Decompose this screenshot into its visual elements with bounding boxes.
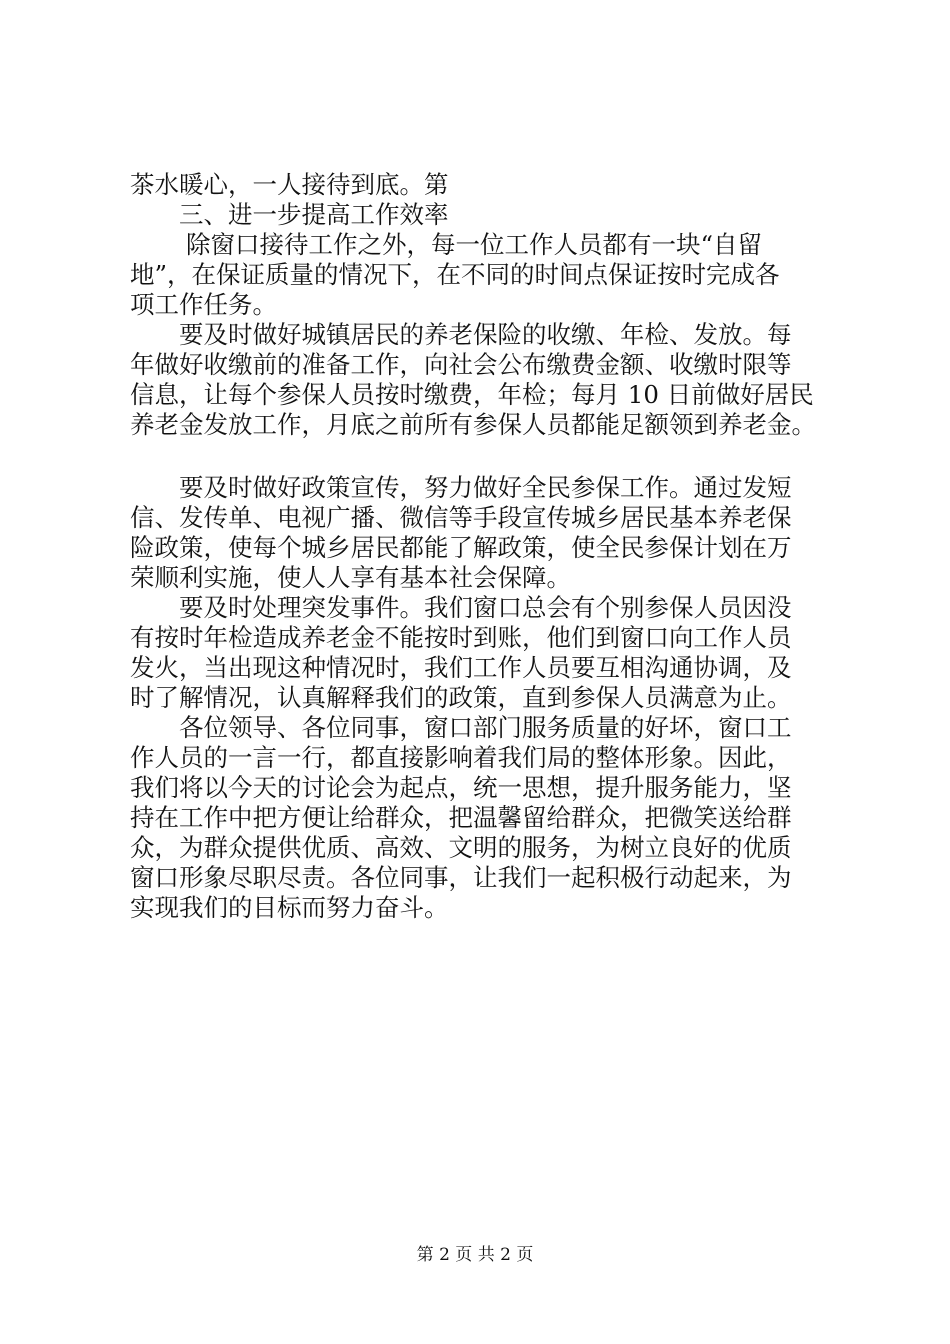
- text-line: 实现我们的目标而努力奋斗。: [130, 893, 449, 922]
- text-line: 年做好收缴前的准备工作，向社会公布缴费金额、收缴时限等: [130, 350, 792, 379]
- text-line: 各位领导、各位同事，窗口部门服务质量的好坏，窗口工: [179, 713, 792, 742]
- text-line: 窗口形象尽职尽责。各位同事，让我们一起积极行动起来，为: [130, 863, 792, 892]
- text-line: 要及时做好政策宣传，努力做好全民参保工作。通过发短: [179, 473, 792, 502]
- text-line: 险政策，使每个城乡居民都能了解政策，使全民参保计划在万: [130, 533, 792, 562]
- text-line: 要及时处理突发事件。我们窗口总会有个别参保人员因没: [179, 593, 792, 622]
- text-line: 地”，在保证质量的情况下，在不同的时间点保证按时完成各: [130, 260, 780, 289]
- text-line: 作人员的一言一行，都直接影响着我们局的整体形象。因此，: [130, 743, 792, 772]
- text-line: 荣顺利实施，使人人享有基本社会保障。: [130, 563, 571, 592]
- text-line: 茶水暖心，一人接待到底。第: [130, 170, 449, 199]
- text-line: 信息，让每个参保人员按时缴费，年检；每月 10 日前做好居民: [130, 380, 814, 409]
- text-line: 信、发传单、电视广播、微信等手段宣传城乡居民基本养老保: [130, 503, 792, 532]
- text-line: 要及时做好城镇居民的养老保险的收缴、年检、发放。每: [179, 320, 792, 349]
- text-line: 我们将以今天的讨论会为起点，统一思想，提升服务能力，坚: [130, 773, 792, 802]
- text-line: 众，为群众提供优质、高效、文明的服务，为树立良好的优质: [130, 833, 792, 862]
- text-line: 发火，当出现这种情况时，我们工作人员要互相沟通协调，及: [130, 653, 792, 682]
- text-line: 时了解情况，认真解释我们的政策，直到参保人员满意为止。: [130, 683, 792, 712]
- document-body: [130, 170, 830, 923]
- section-heading: 三、进一步提高工作效率: [179, 200, 449, 229]
- text-line: 除窗口接待工作之外，每一位工作人员都有一块“自留: [186, 230, 763, 259]
- page-number: 第 2 页 共 2 页: [416, 1245, 534, 1265]
- page-footer: [0, 1244, 950, 1266]
- text-line: 持在工作中把方便让给群众，把温馨留给群众，把微笑送给群: [130, 803, 792, 832]
- paragraph-gap: [130, 440, 830, 473]
- text-line: 养老金发放工作，月底之前所有参保人员都能足额领到养老金。: [130, 410, 816, 439]
- text-line: 项工作任务。: [130, 290, 277, 319]
- text-line: 有按时年检造成养老金不能按时到账，他们到窗口向工作人员: [130, 623, 792, 652]
